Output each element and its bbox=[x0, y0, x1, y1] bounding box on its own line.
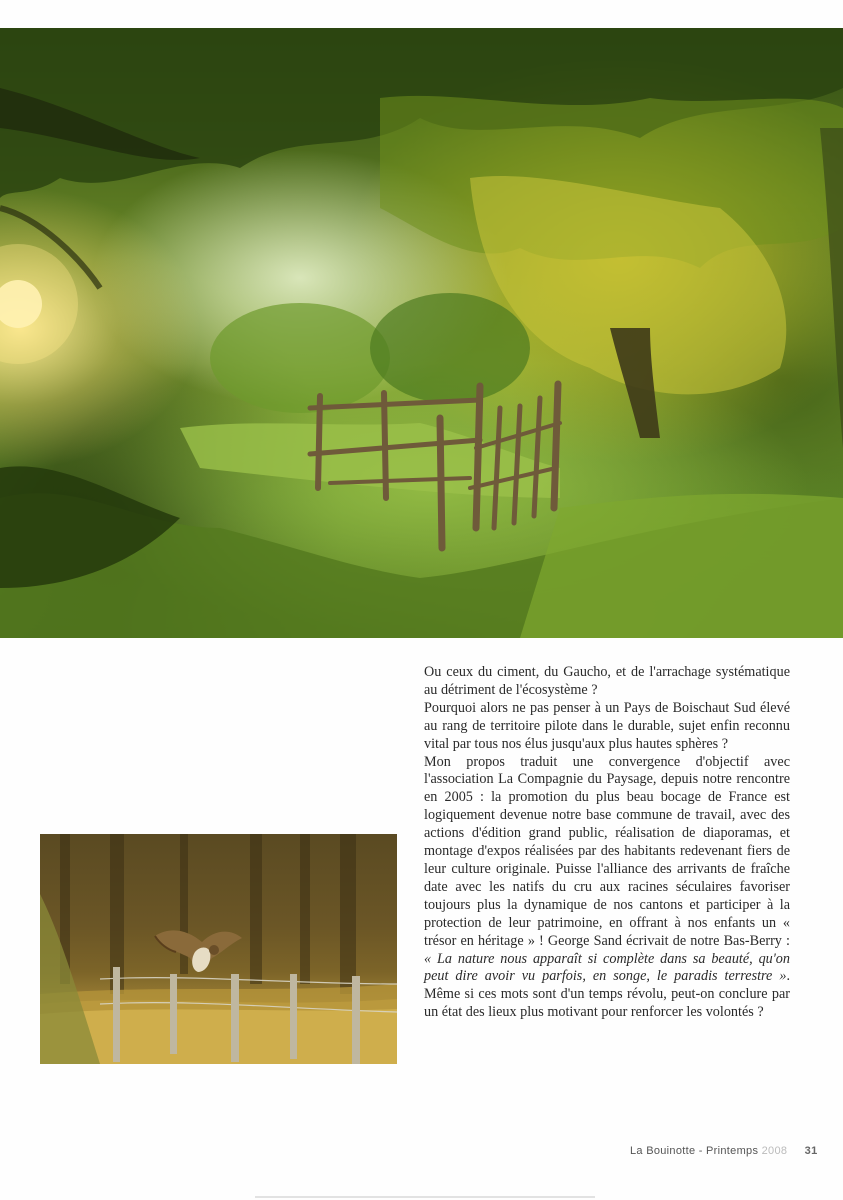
issue-year: 2008 bbox=[761, 1145, 788, 1157]
page-number: 31 bbox=[804, 1145, 818, 1157]
bottom-rule bbox=[255, 1196, 595, 1198]
article-paragraph-1: Ou ceux du ciment, du Gaucho, et de l'arrachage systématique au détriment de l'écosystème ? bbox=[424, 664, 790, 698]
article-paragraph-3-text: Mon propos traduit une convergence d'objectif avec l'association La Compagnie du Paysage, depuis notre rencontre en 2005 : la promotion du plus beau bocage de France est logiquement devenue notre base commune de travail, avec des actions d'édition grand public, réalisation de diaporamas, et montage d'expos réalisées par des habitants redevenant fiers de leur culture originale. Puisse l'alliance des arrivants de fraîche date avec les natifs du cru aux racines séculaires favoriser toujours plus la dynamique de nos cantons et participer à la protection de leur patrimoine, en offrant à nos enfants un « trésor en héritage » ! George Sand écrivait de notre Bas-Berry : bbox=[424, 753, 790, 949]
article-body bbox=[424, 664, 790, 1022]
hero-photo-illustration bbox=[0, 28, 843, 638]
article-paragraph-3 bbox=[424, 754, 790, 1023]
article-paragraph-3-ending: . Même si ces mots sont d'un temps révolu, peut-on conclure par un état des lieux plus motivant pour renforcer les volontés ? bbox=[424, 968, 790, 1021]
george-sand-quote: « La nature nous apparaît si complète dans sa beauté, qu'on peut dire avoir vu parfois, en songe, le paradis terrestre » bbox=[424, 950, 790, 985]
hero-landscape-photo bbox=[0, 28, 843, 638]
article-paragraph-2: Pourquoi alors ne pas penser à un Pays de Boischaut Sud élevé au rang de territoire pilote dans le durable, sujet enfin reconnu vital par tous nos élus jusqu'aux plus hautes sphères ? bbox=[424, 699, 790, 752]
page-footer bbox=[630, 1145, 818, 1157]
magazine-name: La Bouinotte - Printemps bbox=[630, 1145, 759, 1157]
bird-photo-illustration bbox=[40, 834, 397, 1064]
bird-fence-photo bbox=[40, 834, 397, 1064]
